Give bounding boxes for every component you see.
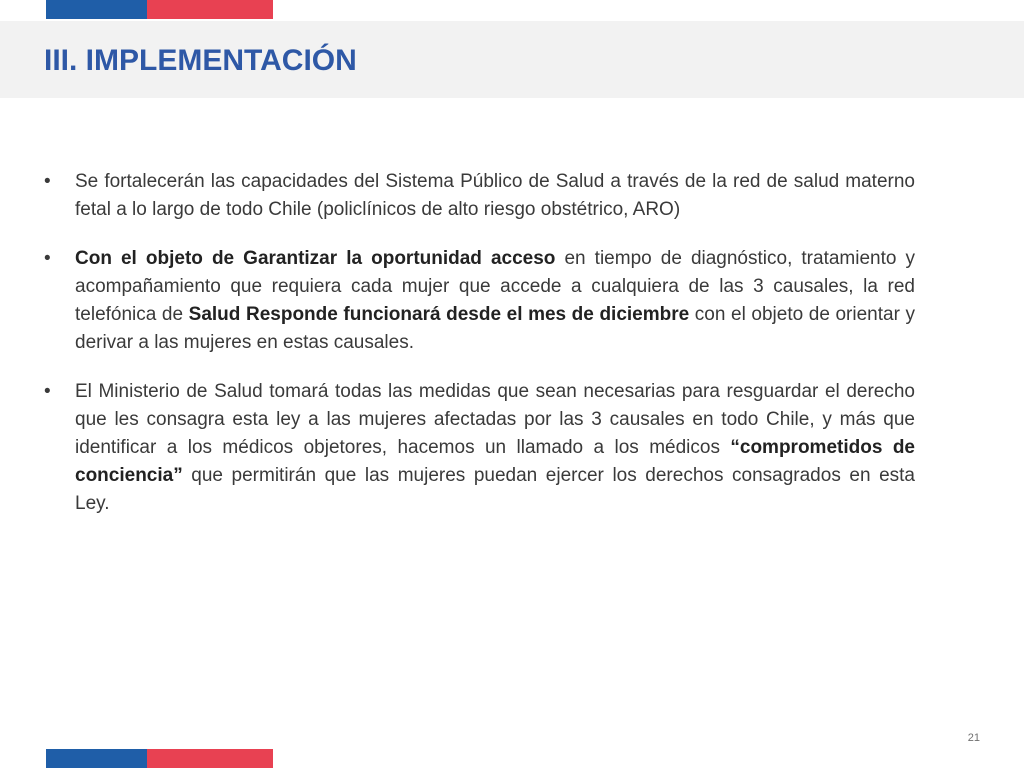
bullet-3-text-a: El Ministerio de Salud tomará todas las medidas que sean necesarias para resguardar el derecho que les consagra esta ley a las mujeres afectadas por las 3 causales en todo Chile, y más que identificar a los médicos objetores, hacemos un llamado a los médicos (75, 381, 915, 458)
bullet-dot: • (44, 171, 51, 192)
bullet-item-3 (44, 378, 915, 518)
bullet-item-1 (44, 168, 915, 224)
bullet-2-bold-lead: Con el objeto de Garantizar la oportunidad acceso (75, 248, 556, 269)
flag-blue-segment (46, 749, 147, 768)
bullet-3-bold-quote: “comprometidos de conciencia” (75, 437, 915, 486)
bullet-list (44, 168, 915, 539)
slide-title: III. IMPLEMENTACIÓN (44, 44, 357, 77)
bottom-flag-bar (46, 749, 273, 768)
bullet-2-bold-highlight: Salud Responde funcionará desde el mes de diciembre (188, 304, 690, 325)
flag-red-segment (147, 0, 273, 19)
bullet-2-text-b: con el objeto de orientar y derivar a las mujeres en estas causales. (75, 304, 916, 353)
bullet-item-2 (44, 245, 915, 357)
page-number: 21 (967, 732, 980, 744)
bullet-1-text: Se fortalecerán las capacidades del Sistema Público de Salud a través de la red de salud materno fetal a lo largo de todo Chile (policlínicos de alto riesgo obstétrico, ARO) (75, 171, 915, 220)
bullet-dot: • (44, 381, 51, 402)
flag-red-segment (147, 749, 273, 768)
flag-blue-segment (46, 0, 147, 19)
bullet-2-text-a: en tiempo de diagnóstico, tratamiento y acompañamiento que requiera cada mujer que accede a cualquiera de las 3 causales, la red telefónica de (75, 248, 916, 325)
top-flag-bar (46, 0, 273, 19)
bullet-3-text-b: que permitirán que las mujeres puedan ejercer los derechos consagrados en esta Ley. (75, 465, 915, 514)
bullet-dot: • (44, 248, 51, 269)
